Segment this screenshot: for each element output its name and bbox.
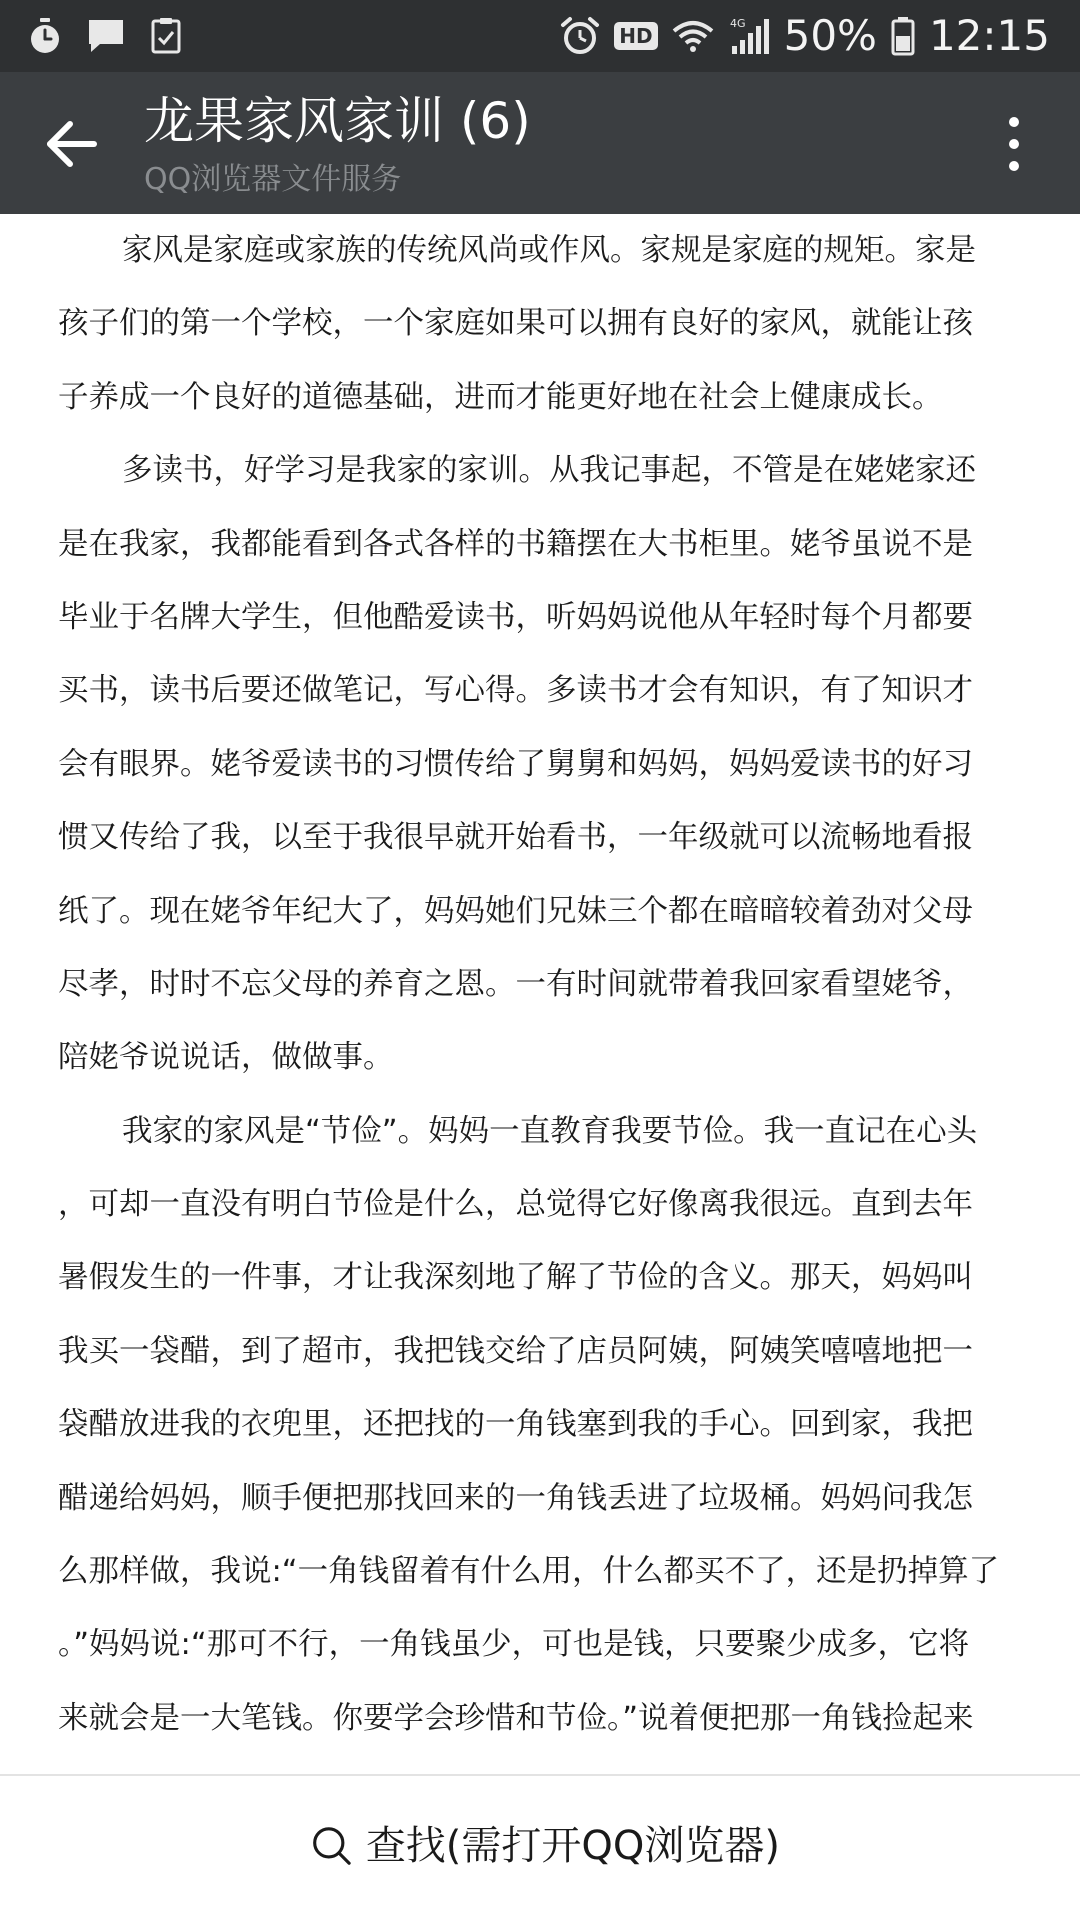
more-options-button[interactable] <box>978 108 1050 180</box>
back-arrow-icon <box>36 108 108 180</box>
document-line: 袋醋放进我的衣兜里，还把找的一角钱塞到我的手心。回到家，我把 <box>58 1407 973 1443</box>
document-line: 我买一袋醋，到了超市，我把钱交给了店员阿姨，阿姨笑嘻嘻地把一 <box>58 1333 973 1369</box>
signal-icon <box>728 16 770 56</box>
document-line: 。”妈妈说:“那可不行，一角钱虽少，可也是钱，只要聚少成多，它将 <box>58 1627 970 1663</box>
status-bar-left <box>28 14 182 58</box>
document-line: 来就会是一大笔钱。你要学会珍惜和节俭。”说着便把那一角钱捡起来 <box>58 1700 974 1736</box>
document-line: 惯又传给了我，以至于我很早就开始看书，一年级就可以流畅地看报 <box>58 820 973 856</box>
back-button[interactable] <box>36 108 108 180</box>
find-button[interactable] <box>310 1796 780 1896</box>
document-line: 多读书，好学习是我家的家训。从我记事起，不管是在姥姥家还 <box>122 453 976 489</box>
document-line: 家风是家庭或家族的传统风尚或作风。家规是家庭的规矩。家是 <box>122 233 976 268</box>
find-label: 查找(需打开QQ浏览器) <box>365 1823 780 1869</box>
bottom-bar <box>0 1776 1080 1920</box>
title-bar <box>0 72 1080 214</box>
page-title: 龙果家风家训 (6) <box>144 92 531 150</box>
page-subtitle: QQ浏览器文件服务 <box>144 162 402 197</box>
checklist-icon <box>150 17 182 55</box>
document-line: ，可却一直没有明白节俭是什么，总觉得它好像离我很远。直到去年 <box>58 1187 973 1223</box>
battery-percent: 50% <box>783 11 877 60</box>
document-line: 尽孝，时时不忘父母的养育之恩。一有时间就带着我回家看望姥爷， <box>58 966 973 1002</box>
document-content[interactable] <box>58 214 1058 1774</box>
message-icon <box>86 17 126 55</box>
document-line: 醋递给妈妈，顺手便把那找回来的一角钱丢进了垃圾桶。妈妈问我怎 <box>58 1480 973 1516</box>
network-type-label: 4G <box>729 17 746 30</box>
battery-icon <box>891 16 915 56</box>
document-line: 会有眼界。姥爷爱读书的习惯传给了舅舅和妈妈，妈妈爱读书的好习 <box>58 746 973 782</box>
document-line: 我家的家风是“节俭”。妈妈一直教育我要节俭。我一直记在心头 <box>122 1113 978 1149</box>
document-line: 么那样做，我说:“一角钱留着有什么用，什么都买不了，还是扔掉算了 <box>58 1554 1000 1590</box>
hd-badge: HD <box>614 22 657 50</box>
more-vert-icon <box>978 108 1050 180</box>
document-line: 暑假发生的一件事，才让我深刻地了解了节俭的含义。那天，妈妈叫 <box>58 1260 973 1296</box>
clock: 12:15 <box>928 11 1050 60</box>
document-line: 子养成一个良好的道德基础，进而才能更好地在社会上健康成长。 <box>58 379 943 415</box>
status-bar <box>0 0 1080 72</box>
status-bar-right <box>560 8 1050 64</box>
document-line: 毕业于名牌大学生，但他酷爱读书，听妈妈说他从年轻时每个月都要 <box>58 599 973 635</box>
document-line: 纸了。现在姥爷年纪大了，妈妈她们兄妹三个都在暗暗较着劲对父母 <box>58 893 973 929</box>
document-line: 买书，读书后要还做笔记，写心得。多读书才会有知识，有了知识才 <box>58 673 973 709</box>
wifi-icon <box>672 19 714 53</box>
document-line: 是在我家，我都能看到各式各样的书籍摆在大书柜里。姥爷虽说不是 <box>58 526 973 562</box>
document-line: 陪姥爷说说话，做做事。 <box>58 1040 394 1076</box>
alarm-icon <box>560 16 600 56</box>
search-icon <box>310 1818 354 1874</box>
stopwatch-icon <box>28 17 62 55</box>
document-line: 孩子们的第一个学校，一个家庭如果可以拥有良好的家风，就能让孩 <box>58 306 973 342</box>
